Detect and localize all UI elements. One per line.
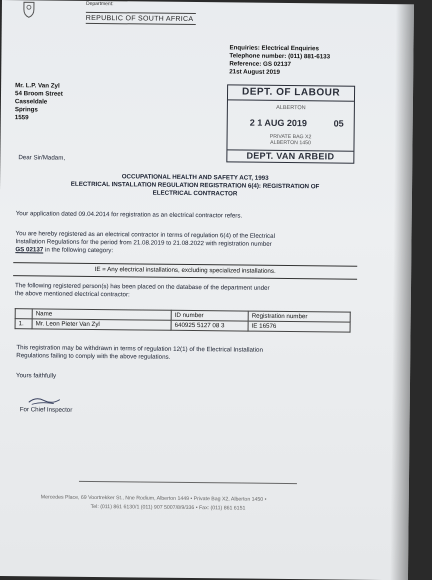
footer-divider <box>79 481 297 484</box>
subject-line-3: ELECTRICAL CONTRACTOR <box>152 189 238 198</box>
stamp-dept-afrikaans: DEPT. VAN ARBEID <box>246 150 335 162</box>
paragraph-persons-line-2: the above mentioned electrical contractor: <box>14 290 130 299</box>
footer-contact: Tel: (011) 861 6130/1 (011) 907 5007/8/9/336 • Fax: (011) 861 6151 <box>90 503 246 512</box>
category-text: IE = Any electrical installations, excluding specialized installations. <box>94 265 276 275</box>
header-divider <box>86 12 196 14</box>
coat-of-arms-icon <box>22 0 36 18</box>
stamp-postal-line-1: PRIVATE BAG X2 <box>269 133 312 141</box>
registered-persons-table <box>15 308 351 333</box>
department-label: Department: <box>85 0 114 8</box>
stamp-time: 05 <box>333 118 344 129</box>
table-header: ID number <box>171 310 248 321</box>
stamp-date: 2 1 AUG 2019 <box>249 117 307 129</box>
salutation: Dear Sir/Madam, <box>18 154 66 162</box>
reference-line: Reference: GS 02137 <box>229 60 291 69</box>
recipient-name: Mr. L.P. Van Zyl <box>15 82 60 90</box>
table-cell-name: Mr. Leon Pieter Van Zyl <box>32 319 171 330</box>
stamp-postal-line-2: ALBERTON 1450 <box>270 139 311 147</box>
signature-mark <box>28 394 62 406</box>
category-box <box>13 262 357 280</box>
subject-line-1: OCCUPATIONAL HEALTH AND SAFETY ACT, 1993 <box>121 173 269 182</box>
table-row <box>15 319 350 333</box>
stamp-postal <box>227 133 353 146</box>
paragraph-registration-line-3 <box>15 246 113 254</box>
table-cell-id: 640925 5127 08 3 <box>171 320 248 331</box>
category-intro: in the following category: <box>43 246 114 255</box>
recipient-street: 54 Broom Street <box>14 90 63 98</box>
table-cell-regnum: IE 16576 <box>248 321 350 332</box>
stamp-location: ALBERTON <box>276 104 306 112</box>
table-header: Registration number <box>248 311 350 322</box>
table-header: Name <box>32 309 171 320</box>
table-header <box>15 309 32 319</box>
paragraph-registration-line-2: Installation Regulations for the period from 21.08.2019 to 21.08.2022 with registration number <box>15 238 272 248</box>
enquiries-line: Enquiries: Electrical Enquiries <box>229 44 319 53</box>
recipient-town: Springs <box>14 106 38 114</box>
paragraph-application: Your application dated 09.04.2014 for registration as an electrical contractor refers. <box>15 210 243 220</box>
signatory: For Chief Inspector <box>19 406 73 414</box>
stamp-divider <box>228 99 354 101</box>
subject-line-2: ELECTRICAL INSTALLATION REGULATION REGISTRATION 6(4): REGISTRATION OF <box>70 180 320 191</box>
paragraph-persons-line-1: The following registered person(s) has been placed on the database of the department under <box>14 282 270 292</box>
paragraph-registration-line-1: You are hereby registered as an electrical contractor in terms of regulation 6(4) of the Electrical <box>15 230 276 240</box>
date-stamp <box>226 84 355 163</box>
paragraph-withdrawal-line-1: This registration may be withdrawn in terms of regulation 12(1) of the Electrical Installation <box>16 344 263 354</box>
telephone-line: Telephone number: (011) 881-6133 <box>229 52 331 61</box>
footer-address: Mercedes Place, 69 Voortrekker St., Nne Rodium, Alberton 1449 • Private Bag X2, Alberton 1450 • <box>40 494 267 503</box>
recipient-suburb: Casseldale <box>14 98 48 106</box>
header-divider-2 <box>86 23 196 25</box>
republic-label: REPUBLIC OF SOUTH AFRICA <box>85 14 194 24</box>
table-cell-index: 1. <box>15 319 32 329</box>
recipient-code: 1559 <box>14 114 29 122</box>
paragraph-withdrawal-line-2: Regulations failing to comply with the above regulations. <box>16 352 171 361</box>
registration-number: GS 02137 <box>15 246 44 254</box>
closing: Yours faithfully <box>16 372 57 380</box>
letter-date: 21st August 2019 <box>229 68 280 76</box>
page-edge-shadow <box>390 4 414 580</box>
stamp-dept-label: DEPT. OF LABOUR <box>241 86 341 99</box>
